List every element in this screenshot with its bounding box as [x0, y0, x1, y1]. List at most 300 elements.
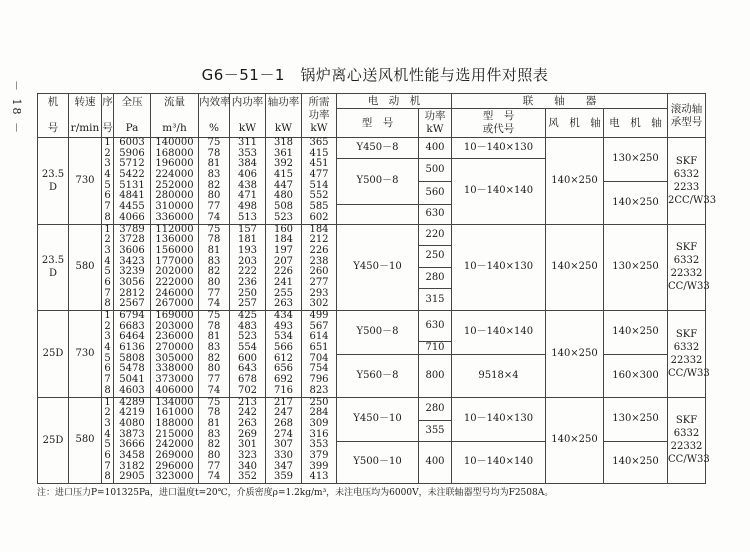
- cell-value: 5041: [119, 374, 145, 386]
- cell-value: CC/W33: [668, 367, 710, 379]
- cell-value: 471: [237, 190, 258, 202]
- cell-value: 3: [104, 417, 111, 429]
- cell-value: 3239: [119, 266, 145, 278]
- header-motor-shaft: 电 机 轴: [604, 109, 668, 138]
- cell-motor-power: 500: [419, 159, 452, 182]
- header-required-power: 所需 功率 kW: [302, 94, 337, 138]
- cell-value: 379: [309, 449, 329, 461]
- cell-value: 3: [104, 331, 111, 343]
- cell-value: 754: [309, 363, 329, 375]
- cell-value: CC/W33: [668, 454, 710, 466]
- cell-value: 81: [207, 331, 221, 343]
- cell-value: 483: [237, 320, 258, 332]
- table-row: [38, 138, 706, 159]
- cell-required-power: [302, 138, 337, 225]
- cell-speed: 580: [69, 224, 102, 311]
- cell-value: 83: [207, 428, 221, 440]
- header-motor: 电 动 机: [337, 94, 452, 109]
- cell-value: 2567: [119, 298, 145, 310]
- cell-motor-power: 250: [419, 246, 452, 268]
- cell-value: 480: [273, 190, 294, 202]
- cell-value: 78: [207, 407, 221, 419]
- cell-value: 83: [207, 255, 221, 267]
- cell-value: 323: [237, 449, 258, 461]
- cell-value: 213: [237, 396, 258, 408]
- cell-value: 4219: [119, 407, 145, 419]
- cell-value: 75: [207, 396, 221, 408]
- cell-value: 6332: [673, 341, 700, 353]
- cell-value: 263: [237, 417, 258, 429]
- cell-value: 508: [273, 201, 294, 213]
- cell-value: 399: [309, 460, 329, 472]
- cell-internal-power: [230, 224, 266, 311]
- header-efficiency: 内效率 %: [199, 94, 230, 138]
- cell-motor-model: Y450－10: [337, 224, 419, 311]
- cell-value: 361: [273, 147, 294, 159]
- cell-value: 196000: [155, 158, 194, 170]
- cell-motor-power: 630: [419, 204, 452, 224]
- cell-value: 6: [104, 190, 111, 202]
- cell-value: 656: [273, 363, 294, 375]
- cell-coupling-model: 10－140×130: [452, 138, 546, 159]
- cell-value: 25D: [42, 434, 64, 446]
- cell-value: 413: [309, 471, 329, 483]
- cell-motor-power: 710: [419, 341, 452, 354]
- footnote: 注：进口压力P=101325Pa，进口温度t=20℃，介质密度ρ=1.2kg/m³，未注电压均为6000V，未注联轴器型号均为F2508A。: [37, 488, 554, 498]
- cell-value: 3: [104, 244, 111, 256]
- cell-value: 268: [273, 417, 294, 429]
- cell-value: 3789: [119, 223, 145, 235]
- cell-value: 83: [207, 342, 221, 354]
- cell-value: 2: [104, 234, 111, 246]
- cell-motor-model: Y500－10: [337, 441, 419, 483]
- cell-value: 80: [207, 190, 221, 202]
- cell-value: 80: [207, 363, 221, 375]
- cell-value: 5131: [119, 179, 145, 191]
- cell-motor-power: 220: [419, 224, 452, 246]
- cell-value: 1: [104, 137, 111, 148]
- cell-value: 241: [273, 276, 294, 288]
- header-fan-shaft: 风 机 轴: [546, 109, 604, 138]
- cell-value: 2CC/W33: [668, 194, 717, 206]
- cell-value: 222000: [155, 276, 194, 288]
- cell-flow: [151, 138, 199, 225]
- cell-value: 6: [104, 449, 111, 461]
- cell-value: 6464: [119, 331, 145, 343]
- cell-value: SKF: [675, 242, 698, 254]
- cell-value: 277: [309, 276, 329, 288]
- cell-motor-shaft: 140×250: [604, 311, 668, 355]
- cell-value: 78: [207, 234, 221, 246]
- header-motor-model: 型 号: [337, 109, 419, 138]
- header-shaft-power: 轴功率 kW: [266, 94, 302, 138]
- cell-bearing: [668, 397, 710, 484]
- cell-value: 250: [309, 396, 329, 408]
- cell-coupling-model: 10－140×140: [452, 159, 546, 225]
- cell-value: 7: [104, 374, 111, 386]
- cell-value: 3873: [119, 428, 145, 440]
- cell-value: 338000: [155, 363, 194, 375]
- cell-value: 8: [104, 471, 111, 483]
- cell-value: 406000: [155, 384, 194, 396]
- cell-value: 498: [237, 201, 258, 213]
- cell-motor-power: 800: [419, 354, 452, 397]
- cell-value: 702: [237, 384, 258, 396]
- cell-seq: [102, 224, 114, 311]
- cell-value: 4: [104, 342, 111, 354]
- cell-value: 451: [309, 158, 329, 170]
- cell-value: 643: [237, 363, 258, 375]
- cell-value: 263: [273, 298, 294, 310]
- cell-value: 823: [309, 384, 329, 396]
- header-motor-power: 功率 kW: [419, 109, 452, 138]
- cell-value: 8: [104, 211, 111, 223]
- cell-internal-power: [230, 138, 266, 225]
- cell-value: 238: [309, 255, 329, 267]
- cell-value: 5478: [119, 363, 145, 375]
- cell-fan-shaft: 140×250: [546, 224, 604, 311]
- cell-value: 207: [273, 255, 294, 267]
- cell-value: 8: [104, 298, 111, 310]
- cell-value: 197: [273, 244, 294, 256]
- cell-value: CC/W33: [668, 281, 710, 293]
- cell-speed: 580: [69, 397, 102, 484]
- cell-bearing: [668, 224, 710, 311]
- cell-value: 316: [309, 428, 329, 440]
- cell-value: 5: [104, 179, 111, 191]
- cell-motor-shaft: 130×250: [604, 397, 668, 441]
- cell-value: 169000: [155, 310, 194, 321]
- cell-value: 4: [104, 428, 111, 440]
- cell-value: 2905: [119, 471, 145, 483]
- cell-value: 353: [237, 147, 258, 159]
- cell-machine: [38, 224, 69, 311]
- cell-efficiency: [199, 138, 230, 225]
- cell-value: 3606: [119, 244, 145, 256]
- cell-value: 75: [207, 223, 221, 235]
- cell-value: 499: [309, 310, 329, 321]
- cell-value: 7: [104, 460, 111, 472]
- cell-value: 203000: [155, 320, 194, 332]
- cell-value: 302: [309, 298, 329, 310]
- cell-value: D: [48, 181, 58, 193]
- cell-efficiency: [199, 224, 230, 311]
- cell-value: 415: [309, 147, 329, 159]
- cell-seq: [102, 138, 114, 225]
- cell-value: 554: [237, 342, 258, 354]
- cell-pressure: [114, 311, 151, 398]
- cell-value: 78: [207, 147, 221, 159]
- header-speed: 转速 r/min: [69, 94, 102, 138]
- cell-motor-shaft: 140×250: [604, 181, 668, 224]
- cell-flow: [151, 397, 199, 484]
- cell-shaft-power: [266, 311, 302, 398]
- cell-internal-power: [230, 397, 266, 484]
- cell-value: 6332: [673, 255, 700, 267]
- cell-value: 7: [104, 287, 111, 299]
- cell-value: 6003: [119, 137, 145, 148]
- cell-value: 796: [309, 374, 329, 386]
- cell-value: 305000: [155, 352, 194, 364]
- cell-value: 567: [309, 320, 329, 332]
- cell-value: 4066: [119, 211, 145, 223]
- cell-value: 77: [207, 374, 221, 386]
- cell-value: D: [48, 268, 58, 280]
- cell-value: 82: [207, 266, 221, 278]
- cell-value: 323000: [155, 471, 194, 483]
- cell-value: 112000: [155, 223, 194, 235]
- cell-value: 202000: [155, 266, 194, 278]
- cell-motor-power: 630: [419, 311, 452, 342]
- header-flow: 流量 m³/h: [151, 94, 199, 138]
- cell-value: 523: [273, 211, 294, 223]
- cell-value: 157: [237, 223, 258, 235]
- cell-value: 156000: [155, 244, 194, 256]
- cell-value: 5906: [119, 147, 145, 159]
- cell-value: 74: [207, 298, 221, 310]
- cell-value: 217: [273, 396, 294, 408]
- cell-value: 168000: [155, 147, 194, 159]
- cell-value: 4: [104, 169, 111, 181]
- cell-value: 22332: [670, 268, 703, 280]
- cell-value: 242000: [155, 439, 194, 451]
- cell-coupling-model: 9518×4: [452, 354, 546, 397]
- performance-table: [37, 93, 717, 484]
- cell-value: 1: [104, 223, 111, 235]
- cell-value: 310000: [155, 201, 194, 213]
- cell-flow: [151, 311, 199, 398]
- cell-value: 3728: [119, 234, 145, 246]
- cell-value: 81: [207, 158, 221, 170]
- cell-value: 2: [104, 147, 111, 159]
- cell-value: 3423: [119, 255, 145, 267]
- cell-value: 82: [207, 439, 221, 451]
- cell-value: 5422: [119, 169, 145, 181]
- cell-value: 602: [309, 211, 329, 223]
- cell-value: 330: [273, 449, 294, 461]
- cell-value: 678: [237, 374, 258, 386]
- cell-shaft-power: [266, 397, 302, 484]
- cell-value: 226: [309, 244, 329, 256]
- cell-value: 6: [104, 276, 111, 288]
- cell-value: 3666: [119, 439, 145, 451]
- cell-motor-model: [337, 204, 419, 224]
- header-pressure: 全压 Pa: [114, 94, 151, 138]
- cell-value: 222: [237, 266, 258, 278]
- cell-value: 347: [273, 460, 294, 472]
- cell-value: 6332: [673, 428, 700, 440]
- cell-required-power: [302, 397, 337, 484]
- cell-value: 224000: [155, 169, 194, 181]
- cell-value: 566: [273, 342, 294, 354]
- cell-value: 612: [273, 352, 294, 364]
- cell-value: 293: [309, 287, 329, 299]
- cell-value: 425: [237, 310, 258, 321]
- cell-value: 318: [273, 137, 294, 148]
- cell-value: SKF: [675, 328, 698, 340]
- cell-value: 74: [207, 471, 221, 483]
- cell-value: 78: [207, 320, 221, 332]
- cell-value: 651: [309, 342, 329, 354]
- cell-value: 81: [207, 244, 221, 256]
- cell-value: 226: [273, 266, 294, 278]
- cell-value: 704: [309, 352, 329, 364]
- cell-shaft-power: [266, 224, 302, 311]
- cell-machine: [38, 138, 69, 225]
- header-coupling-model: 型 号 或代号: [452, 109, 546, 138]
- cell-value: 252000: [155, 179, 194, 191]
- cell-value: 22332: [670, 441, 703, 453]
- table-row: [38, 311, 706, 342]
- cell-motor-power: 400: [419, 138, 452, 159]
- cell-value: 236000: [155, 331, 194, 343]
- cell-value: 77: [207, 201, 221, 213]
- cell-value: 212: [309, 234, 329, 246]
- cell-value: 5808: [119, 352, 145, 364]
- cell-value: 614: [309, 331, 329, 343]
- header-coupling: 联 轴 器: [452, 94, 668, 109]
- cell-value: 77: [207, 460, 221, 472]
- cell-value: 406: [237, 169, 258, 181]
- cell-value: 284: [309, 407, 329, 419]
- cell-value: 4: [104, 255, 111, 267]
- cell-value: 493: [273, 320, 294, 332]
- cell-value: 4841: [119, 190, 145, 202]
- cell-motor-model: Y500－8: [337, 311, 419, 355]
- cell-speed: 730: [69, 311, 102, 398]
- cell-flow: [151, 224, 199, 311]
- cell-machine: [38, 311, 69, 398]
- cell-value: 353: [309, 439, 329, 451]
- cell-motor-power: 280: [419, 267, 452, 289]
- cell-value: 5712: [119, 158, 145, 170]
- cell-value: 260: [309, 266, 329, 278]
- cell-value: 280000: [155, 190, 194, 202]
- cell-value: 6: [104, 363, 111, 375]
- cell-value: 692: [273, 374, 294, 386]
- cell-value: 4455: [119, 201, 145, 213]
- cell-fan-shaft: 140×250: [546, 397, 604, 484]
- cell-value: 336000: [155, 211, 194, 223]
- cell-value: 257: [237, 298, 258, 310]
- cell-value: 1: [104, 310, 111, 321]
- cell-value: 236: [237, 276, 258, 288]
- cell-value: 365: [309, 137, 329, 148]
- cell-value: 6794: [119, 310, 145, 321]
- cell-motor-shaft: 160×300: [604, 354, 668, 397]
- table-row: [38, 397, 706, 420]
- cell-value: 83: [207, 169, 221, 181]
- cell-value: 6332: [673, 168, 700, 180]
- cell-bearing: [668, 138, 717, 225]
- cell-required-power: [302, 311, 337, 398]
- cell-value: 247: [273, 407, 294, 419]
- cell-efficiency: [199, 311, 230, 398]
- header-internal-power: 内功率 kW: [230, 94, 266, 138]
- page-number: － 18 －: [10, 80, 23, 135]
- cell-fan-shaft: 140×250: [546, 311, 604, 398]
- cell-required-power: [302, 224, 337, 311]
- cell-motor-power: 560: [419, 181, 452, 204]
- cell-value: 193: [237, 244, 258, 256]
- cell-speed: 730: [69, 138, 102, 225]
- cell-value: 352: [237, 471, 258, 483]
- cell-pressure: [114, 138, 151, 225]
- cell-value: 184: [273, 234, 294, 246]
- header-bearing: 滚动轴 承型号: [668, 94, 706, 138]
- cell-value: 434: [273, 310, 294, 321]
- cell-value: 161000: [155, 407, 194, 419]
- cell-pressure: [114, 397, 151, 484]
- cell-value: 7: [104, 201, 111, 213]
- cell-value: 392: [273, 158, 294, 170]
- cell-value: 600: [237, 352, 258, 364]
- cell-motor-power: 355: [419, 420, 452, 441]
- cell-value: 270000: [155, 342, 194, 354]
- cell-value: 2812: [119, 287, 145, 299]
- cell-motor-model: Y560－8: [337, 354, 419, 397]
- cell-shaft-power: [266, 138, 302, 225]
- cell-value: 250: [237, 287, 258, 299]
- cell-value: 269000: [155, 449, 194, 461]
- cell-value: 447: [273, 179, 294, 191]
- cell-value: 2: [104, 407, 111, 419]
- cell-coupling-model: 10－140×140: [452, 441, 546, 483]
- cell-value: 246000: [155, 287, 194, 299]
- cell-value: 1: [104, 396, 111, 408]
- cell-value: 177000: [155, 255, 194, 267]
- cell-value: 4603: [119, 384, 145, 396]
- cell-value: 373000: [155, 374, 194, 386]
- cell-value: 23.5: [41, 255, 65, 267]
- cell-motor-power: 315: [419, 289, 452, 311]
- cell-value: SKF: [675, 155, 698, 167]
- cell-value: 4080: [119, 417, 145, 429]
- cell-value: 269: [237, 428, 258, 440]
- cell-motor-shaft: 140×250: [604, 441, 668, 483]
- cell-value: 311: [237, 137, 258, 148]
- table-title: G6－51－1 锅炉离心送风机性能与选用件对照表: [201, 66, 549, 84]
- cell-value: 6683: [119, 320, 145, 332]
- cell-value: 74: [207, 384, 221, 396]
- cell-value: 2233: [673, 181, 700, 193]
- cell-motor-model: Y450－8: [337, 138, 419, 159]
- cell-value: 82: [207, 352, 221, 364]
- cell-value: 5: [104, 352, 111, 364]
- cell-motor-model: Y450－10: [337, 397, 419, 441]
- cell-value: 309: [309, 417, 329, 429]
- cell-value: SKF: [675, 415, 698, 427]
- cell-value: 2: [104, 320, 111, 332]
- cell-value: 3458: [119, 449, 145, 461]
- cell-value: 22332: [670, 354, 703, 366]
- cell-value: 5: [104, 439, 111, 451]
- cell-value: 267000: [155, 298, 194, 310]
- cell-bearing: [668, 311, 710, 398]
- cell-value: 80: [207, 276, 221, 288]
- cell-value: 4289: [119, 396, 145, 408]
- cell-value: 82: [207, 179, 221, 191]
- cell-value: 134000: [155, 396, 194, 408]
- cell-motor-power: 400: [419, 441, 452, 483]
- header-seq: 序 号: [102, 94, 114, 138]
- cell-seq: [102, 311, 114, 398]
- cell-value: 77: [207, 287, 221, 299]
- cell-value: 3: [104, 158, 111, 170]
- cell-value: 523: [237, 331, 258, 343]
- cell-value: 8: [104, 384, 111, 396]
- cell-value: 340: [237, 460, 258, 472]
